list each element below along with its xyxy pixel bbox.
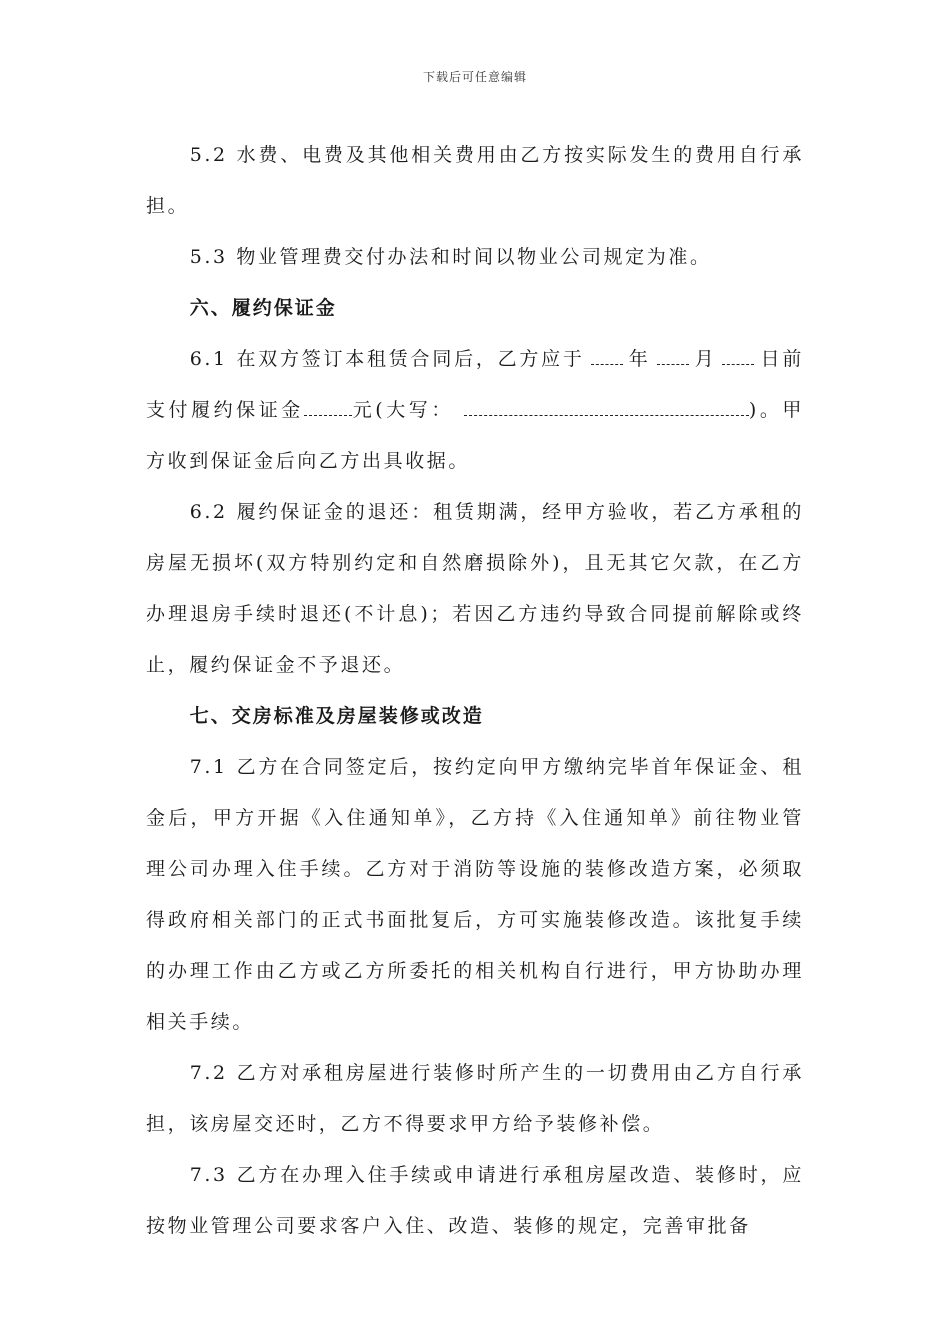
clause-6-1-text-a: 6.1 在双方签订本租赁合同后，乙方应于 bbox=[189, 348, 585, 370]
year-blank[interactable] bbox=[591, 350, 623, 365]
clause-6-1-text-c: 元(大写： bbox=[351, 399, 454, 421]
clause-6-1-text-b: 日前支付履约保证金 bbox=[146, 348, 804, 421]
section-heading-6: 六、履约保证金 bbox=[189, 297, 337, 319]
clause-5-2: 5.2 水费、电费及其他相关费用由乙方按实际发生的费用自行承担。 bbox=[146, 144, 804, 217]
section-heading-7: 七、交房标准及房屋装修或改造 bbox=[189, 705, 484, 727]
clause-7-1: 7.1 乙方在合同签定后，按约定向甲方缴纳完毕首年保证金、租金后，甲方开据《入住通知单》，乙方持《入住通知单》前往物业管理公司办理入住手续。乙方对于消防等设施的装修改造方案，必须取得政府相关部门的正式书面批复后，方可实施装修改造。该批复手续的办理工作由乙方或乙方所委托的相关机构自行进行，甲方协助办理相关手续。 bbox=[146, 756, 804, 1033]
clause-6-2: 6.2 履约保证金的退还：租赁期满，经甲方验收，若乙方承租的房屋无损坏(双方特别约定和自然磨损除外)，且无其它欠款，在乙方办理退房手续时退还(不计息)；若因乙方违约导致合同提前解除或终止，履约保证金不予退还。 bbox=[146, 501, 804, 676]
clause-7-3: 7.3 乙方在办理入住手续或申请进行承租房屋改造、装修时，应按物业管理公司要求客户入住、改造、装修的规定，完善审批备 bbox=[146, 1164, 804, 1237]
document-body bbox=[146, 130, 804, 1252]
clause-6-1-year: 年 bbox=[628, 348, 651, 370]
clause-6-1 bbox=[146, 334, 804, 487]
month-blank[interactable] bbox=[657, 350, 689, 365]
clause-7-2: 7.2 乙方对承租房屋进行装修时所产生的一切费用由乙方自行承担，该房屋交还时，乙方不得要求甲方给予装修补偿。 bbox=[146, 1062, 804, 1135]
amount-blank[interactable] bbox=[304, 401, 352, 416]
clause-6-1-month: 月 bbox=[694, 348, 717, 370]
day-blank[interactable] bbox=[722, 350, 754, 365]
clause-5-3: 5.3 物业管理费交付办法和时间以物业公司规定为准。 bbox=[189, 246, 712, 268]
amount-words-blank[interactable] bbox=[464, 401, 749, 416]
clause-6-1-text-d: )。甲方收到保证金后向乙方出具收据。 bbox=[146, 399, 804, 472]
page-header: 下载后可任意编辑 bbox=[422, 70, 527, 84]
